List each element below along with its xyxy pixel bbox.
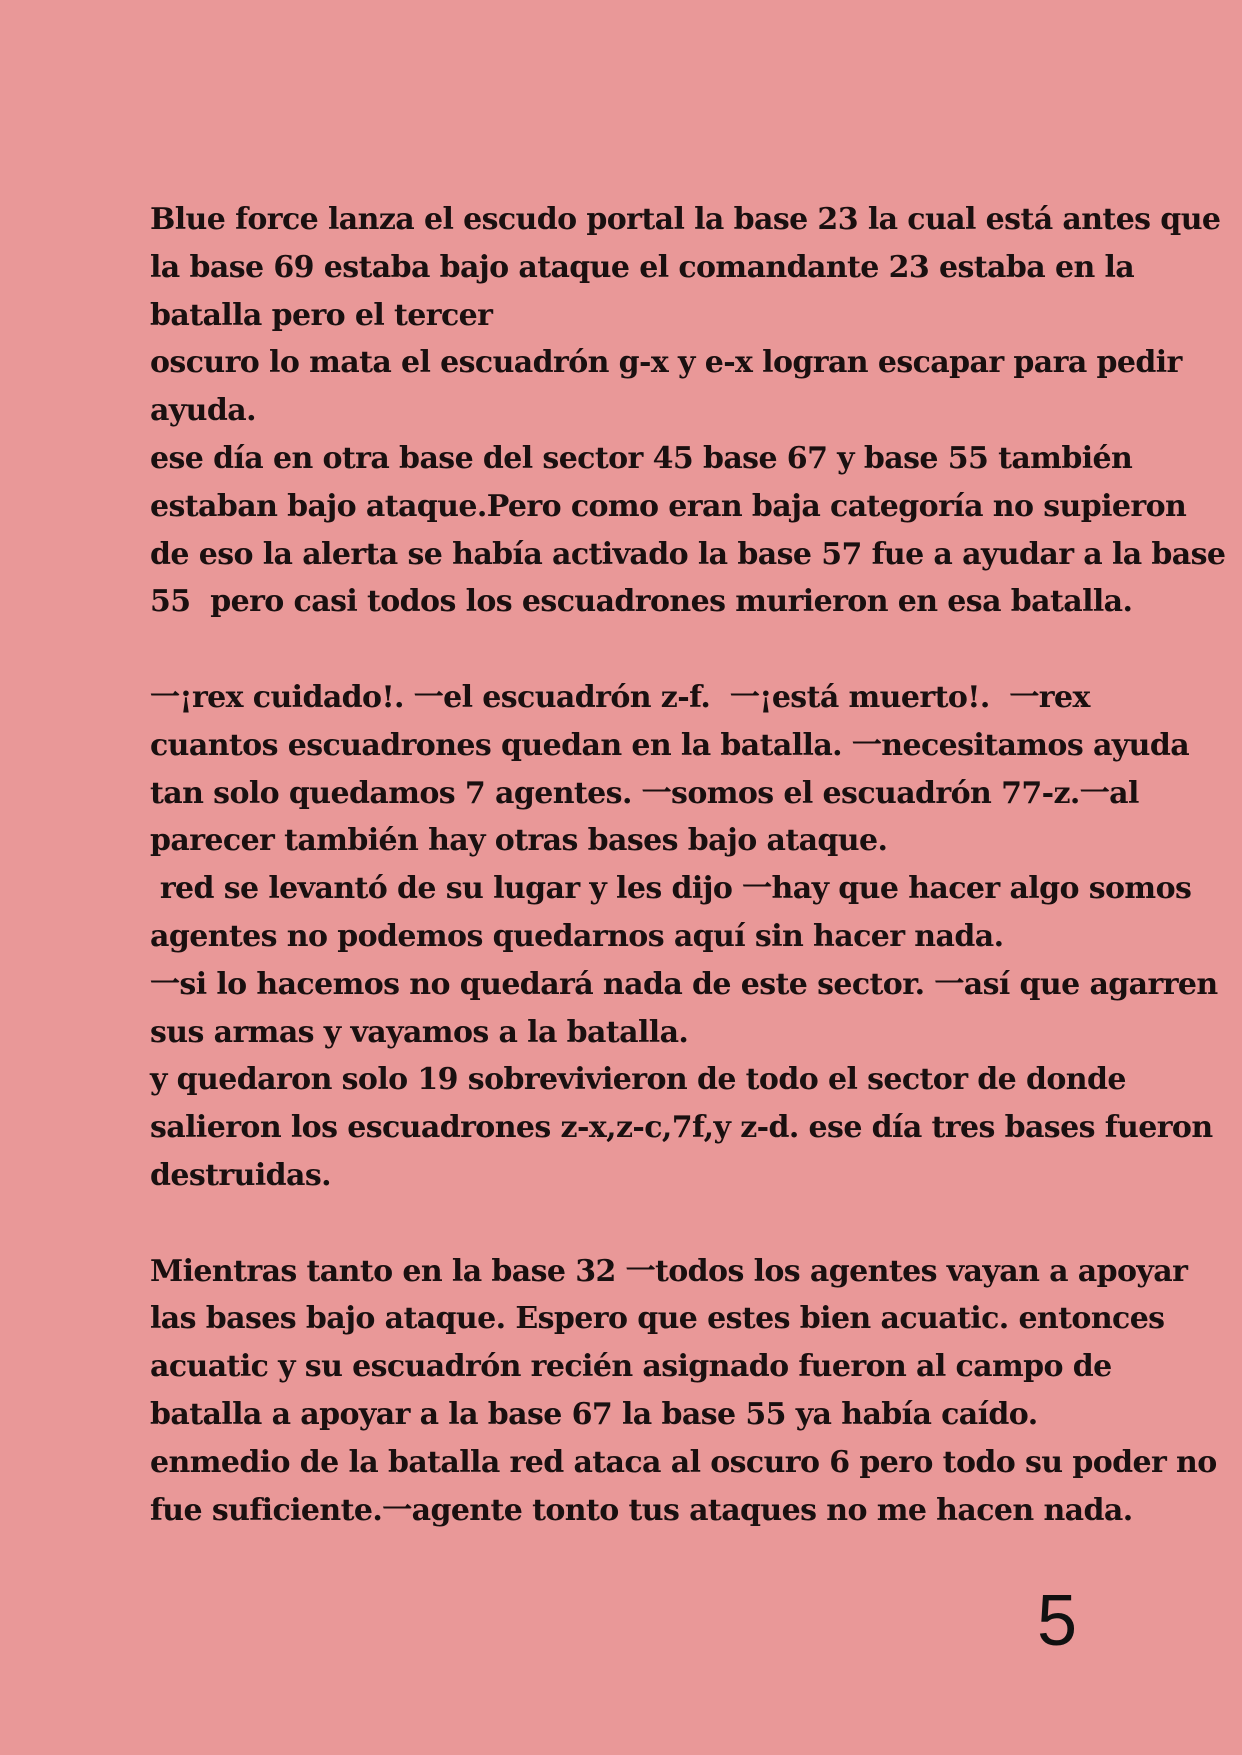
text-line: 55 pero casi todos los escuadrones murieron en esa batalla.: [150, 584, 1133, 620]
text-line: fue suficiente.一agente tonto tus ataques no me hacen nada.: [150, 1492, 1133, 1528]
text-line: batalla a apoyar a la base 67 la base 55 ya había caído.: [150, 1396, 1038, 1432]
text-line: parecer también hay otras bases bajo ataque.: [150, 823, 888, 859]
text-line: agentes no podemos quedarnos aquí sin hacer nada.: [150, 918, 1004, 954]
text-line: ese día en otra base del sector 45 base 67 y base 55 también: [150, 440, 1133, 476]
text-line: tan solo quedamos 7 agentes. 一somos el escuadrón 77-z.一al: [150, 775, 1139, 811]
text-line: ayuda.: [150, 393, 256, 429]
page-number: 5: [1036, 1581, 1077, 1661]
text-line: las bases bajo ataque. Espero que estes bien acuatic. entonces: [150, 1301, 1165, 1337]
text-line: acuatic y su escuadrón recién asignado fueron al campo de: [150, 1349, 1112, 1385]
text-line: red se levantó de su lugar y les dijo 一hay que hacer algo somos: [150, 871, 1192, 907]
text-line: batalla pero el tercer: [150, 297, 493, 333]
text-line: Mientras tanto en la base 32 一todos los agentes vayan a apoyar: [150, 1253, 1188, 1289]
text-line: 一si lo hacemos no quedará nada de este sector. 一así que agarren: [150, 966, 1218, 1002]
text-line: cuantos escuadrones quedan en la batalla. 一necesitamos ayuda: [150, 727, 1190, 763]
text-line: estaban bajo ataque.Pero como eran baja categoría no supieron: [150, 488, 1187, 524]
text-line: enmedio de la batalla red ataca al oscuro 6 pero todo su poder no: [150, 1444, 1217, 1480]
text-line: destruidas.: [150, 1157, 331, 1193]
blank-line: [150, 1200, 1100, 1248]
blank-line: [150, 626, 1100, 674]
text-line: oscuro lo mata el escuadrón g-x y e-x logran escapar para pedir: [150, 345, 1182, 381]
text-line: salieron los escuadrones z-x,z-c,7f,y z-d. ese día tres bases fueron: [150, 1110, 1213, 1146]
text-line: Blue force lanza el escudo portal la base 23 la cual está antes que: [150, 202, 1221, 237]
text-line: la base 69 estaba bajo ataque el comandante 23 estaba en la: [150, 249, 1135, 285]
story-text: [150, 196, 1226, 1534]
text-line: 一¡rex cuidado!. 一el escuadrón z-f. 一¡está muerto!. 一rex: [150, 679, 1090, 715]
text-line: de eso la alerta se había activado la base 57 fue a ayudar a la base: [150, 536, 1226, 572]
text-line: y quedaron solo 19 sobrevivieron de todo el sector de donde: [150, 1062, 1126, 1098]
text-line: sus armas y vayamos a la batalla.: [150, 1014, 689, 1050]
